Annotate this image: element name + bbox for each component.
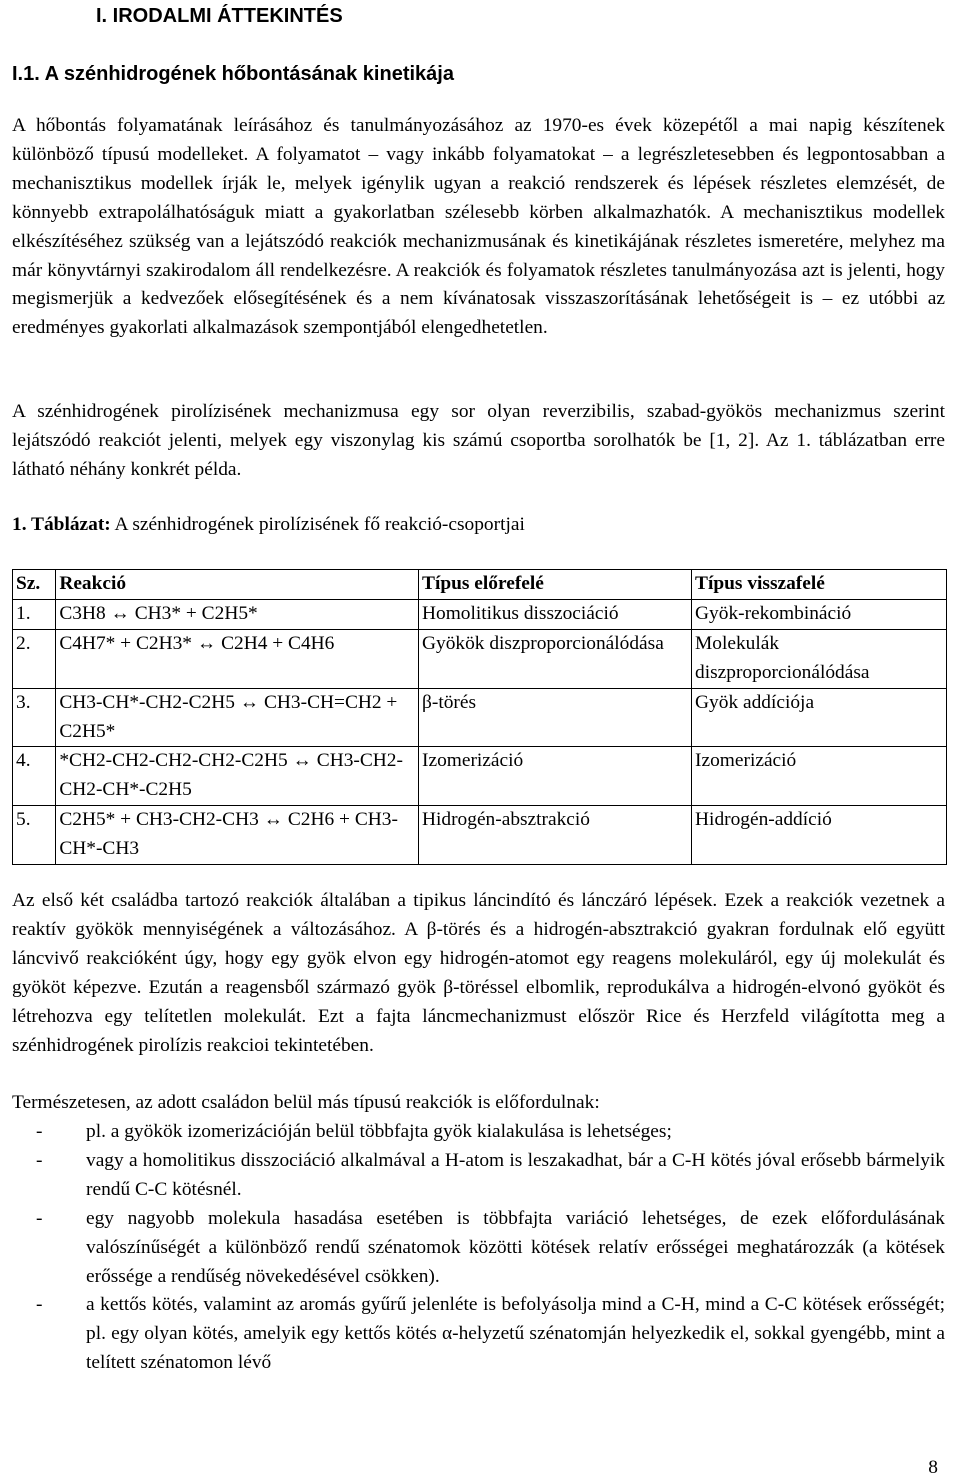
- table-header-row: [13, 570, 947, 600]
- row-forward-type: β-törés: [419, 688, 692, 747]
- table-row: [13, 747, 947, 806]
- table-row: [13, 599, 947, 629]
- row-reaction: C3H8 ↔ CH3* + C2H5*: [56, 599, 419, 629]
- paragraph-pyrolysis: A szénhidrogének pirolízisének mechanizmusa egy sor olyan reverzibilis, szabad-gyökös mechanizmus szerint lejátszódó reakciót jelenti, melyek egy viszonylag kis számú csoportba sorolhatók be [1, 2]. Az 1. táblázatban erre látható néhány konkrét példa.: [12, 401, 945, 480]
- list-item-text: a kettős kötés, valamint az aromás gyűrű jelenléte is befolyásolja mind a C-H, mind a C-C kötések erősségét; pl. egy olyan kötés, amelyik egy kettős kötés α-helyzetű szénatomján helyezkedik el, sokkal gyengébb, mint a telített szénatomon lévő: [86, 1294, 945, 1374]
- row-backward-type: Izomerizáció: [692, 747, 947, 806]
- row-reaction: C2H5* + CH3-CH2-CH3 ↔ C2H6 + CH3-CH*-CH3: [56, 806, 419, 865]
- list-item-text: egy nagyobb molekula hasadása esetében is többfajta variáció lehetséges, de ezek előfordulásának valószínűségét a különböző rendű szénatomok közötti kötések relatív erősségei meghatározzák (a kötések erőssége a rendűség növekedésével csökken).: [86, 1207, 945, 1287]
- row-backward-type: Molekulák diszproporcionálódása: [692, 629, 947, 688]
- list-dash: -: [36, 1149, 43, 1171]
- header-reaction: Reakció: [56, 570, 419, 600]
- paragraph-other-reactions: Természetesen, az adott családon belül más típusú reakciók is előfordulnak:: [12, 1092, 600, 1113]
- paragraph-chain-reactions: Az első két családba tartozó reakciók általában a tipikus láncindító és lánczáró lépések. Ezek a reakciók vezetnek a reaktív gyökök mennyiségének a változásához. A β-törés és a hidrogén-absztrakció gyakran fordulnak elő együtt láncvivő reakcióként úgy, hogy egy gyök elvon egy hidrogén-atomot egy reagens molekuláról, egy új molekulát és gyököt képezve. Ezután a reagensből származó gyök β-töréssel elbomlik, reprodukálva a hidrogén-elvonó gyököt és létrehozva egy telítetlen molekulát. Ezt a fajta láncmechanizmust először Rice és Herzfeld világította meg a szénhidrogének pirolízis reakcioi tekintetében.: [12, 890, 945, 1056]
- header-backward-type: Típus visszafelé: [692, 570, 947, 600]
- list-dash: -: [36, 1294, 43, 1316]
- list-item: [12, 1118, 945, 1147]
- list-dash: -: [36, 1207, 43, 1229]
- header-forward-type: Típus előrefelé: [419, 570, 692, 600]
- list-item-text: vagy a homolitikus disszociáció alkalmával a H-atom is leszakadhat, bár a C-H kötés jóval erősebb bármelyik rendű C-C kötésnél.: [86, 1149, 945, 1200]
- page-number: 8: [928, 1457, 938, 1478]
- row-number: 2.: [13, 629, 56, 688]
- paragraph-intro: A hőbontás folyamatának leírásához és tanulmányozásához az 1970-es évek közepétől a mai napig készítenek különböző típusú modelleket. A folyamatot – vagy inkább folyamatokat – a legrészletesebben és legpontosabban a mechanisztikus modellek írják le, melyek igénylik ugyan a reakció rendszerek és lépések részletes elemzését, de könnyebb extrapolálhatóságuk miatt a gyakorlatban szélesebb körben alkalmazhatók. A mechanisztikus modellek elkészítéséhez szükség van a lejátszódó reakciók mechanizmusának és kinetikájának részletes ismeretére, melyhez ma már könyvtárnyi szakirodalom áll rendelkezésre. A reakciók és folyamatok részletes tanulmányozása azt is jelenti, hogy megismerjük a kedvezőek elősegítésének és a nem kívánatosak visszaszorításának lehetőségeit is – ez utóbbi az eredményes gyakorlati alkalmazások szempontjából elengedhetetlen.: [12, 115, 945, 339]
- section-heading: I. IRODALMI ÁTTEKINTÉS: [96, 5, 343, 27]
- row-backward-type: Gyök-rekombináció: [692, 599, 947, 629]
- row-forward-type: Hidrogén-absztrakció: [419, 806, 692, 865]
- row-forward-type: Homolitikus disszociáció: [419, 599, 692, 629]
- row-number: 1.: [13, 599, 56, 629]
- row-backward-type: Gyök addíciója: [692, 688, 947, 747]
- table-caption: [12, 511, 525, 540]
- row-forward-type: Gyökök diszproporcionálódása: [419, 629, 692, 688]
- list-dash: -: [36, 1121, 43, 1142]
- header-number: Sz.: [13, 570, 56, 600]
- list-item-text: pl. a gyökök izomerizációján belül többfajta gyök kialakulása is lehetséges;: [86, 1121, 672, 1142]
- table-row: [13, 688, 947, 747]
- reaction-variants-list: [12, 1118, 945, 1378]
- table-caption-text: A szénhidrogének pirolízisének fő reakció-csoportjai: [110, 514, 525, 535]
- row-forward-type: Izomerizáció: [419, 747, 692, 806]
- row-backward-type: Hidrogén-addíció: [692, 806, 947, 865]
- row-reaction: C4H7* + C2H3* ↔ C2H4 + C4H6: [56, 629, 419, 688]
- subsection-heading: I.1. A szénhidrogének hőbontásának kinetikája: [12, 63, 454, 85]
- table-row: [13, 806, 947, 865]
- list-item: [12, 1205, 945, 1292]
- table-caption-label: 1. Táblázat:: [12, 514, 111, 535]
- list-item: [12, 1291, 945, 1378]
- row-number: 3.: [13, 688, 56, 747]
- table-row: [13, 629, 947, 688]
- row-reaction: CH3-CH*-CH2-C2H5 ↔ CH3-CH=CH2 + C2H5*: [56, 688, 419, 747]
- reaction-table: [12, 569, 947, 865]
- row-number: 4.: [13, 747, 56, 806]
- row-number: 5.: [13, 806, 56, 865]
- list-item: [12, 1147, 945, 1205]
- row-reaction: *CH2-CH2-CH2-CH2-C2H5 ↔ CH3-CH2-CH2-CH*-C2H5: [56, 747, 419, 806]
